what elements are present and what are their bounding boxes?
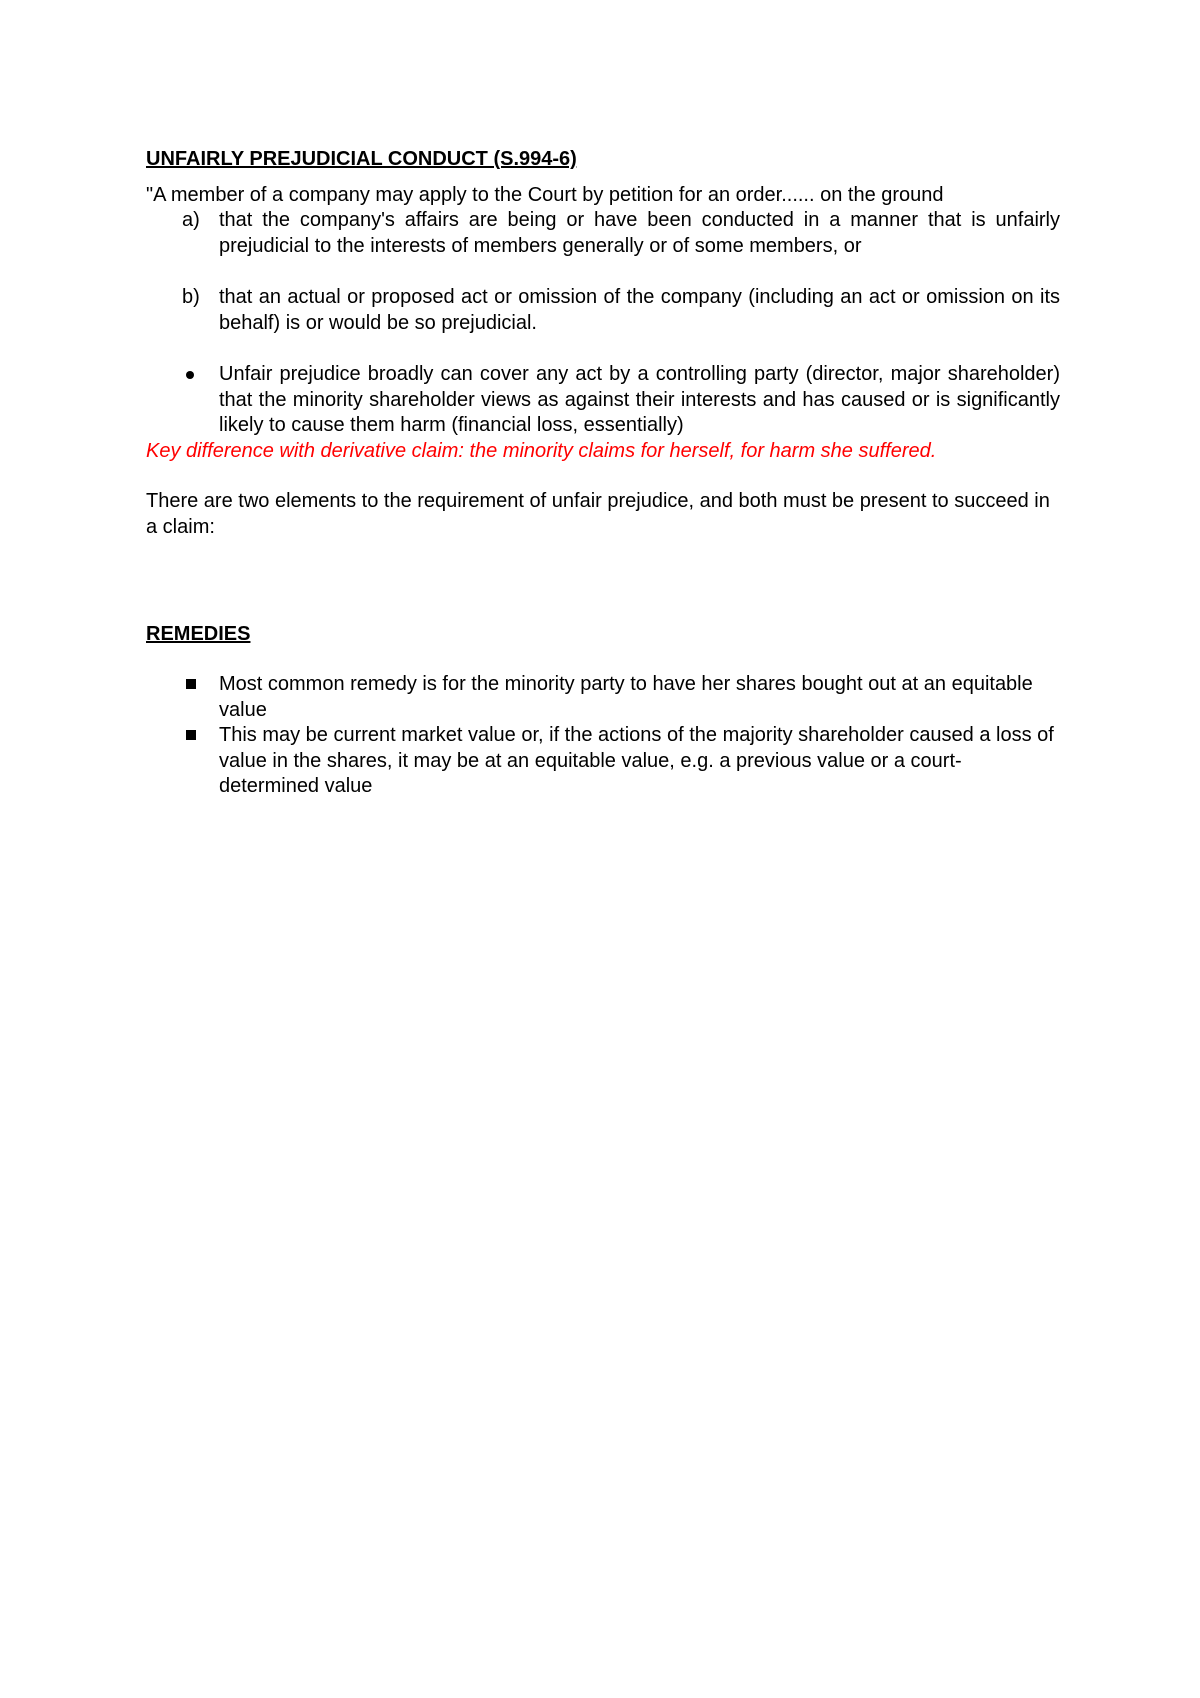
- list-marker: a): [182, 209, 200, 231]
- remedy-text: Most common remedy is for the minority party to have her shares bought out at an equitable value: [219, 673, 1033, 721]
- remedy-item: [146, 723, 1060, 800]
- remedy-item: [146, 672, 1060, 723]
- elements-paragraph: There are two elements to the requirement of unfair prejudice, and both must be present to succeed in a claim:: [146, 490, 1050, 538]
- list-marker: b): [182, 286, 200, 308]
- list-item-text: that an actual or proposed act or omission of the company (including an act or omission on its behalf) is or would be so prejudicial.: [219, 286, 1060, 334]
- square-bullet-icon: [186, 679, 196, 689]
- bullet-dot-icon: [186, 371, 194, 379]
- remedy-text: This may be current market value or, if the actions of the majority shareholder caused a loss of value in the shares, it may be at an equitable value, e.g. a previous value or a court-determined value: [219, 724, 1054, 797]
- bullet-note: [146, 362, 1060, 439]
- square-bullet-icon: [186, 730, 196, 740]
- key-difference-note: Key difference with derivative claim: the minority claims for herself, for harm she suffered.: [146, 440, 937, 462]
- list-item-text: that the company's affairs are being or have been conducted in a manner that is unfairly prejudicial to the interests of members generally or of some members, or: [219, 209, 1060, 257]
- section-heading-unfair-prejudice: UNFAIRLY PREJUDICIAL CONDUCT (S.994-6): [146, 148, 577, 170]
- bullet-note-text: Unfair prejudice broadly can cover any act by a controlling party (director, major shareholder) that the minority shareholder views as against their interests and has caused or is significantly likely to cause them harm (financial loss, essentially): [219, 363, 1060, 436]
- list-item-a: [146, 208, 1060, 259]
- list-item-b: [146, 285, 1060, 336]
- section-heading-remedies: REMEDIES: [146, 623, 251, 645]
- quote-intro: "A member of a company may apply to the Court by petition for an order...... on the ground: [146, 184, 944, 206]
